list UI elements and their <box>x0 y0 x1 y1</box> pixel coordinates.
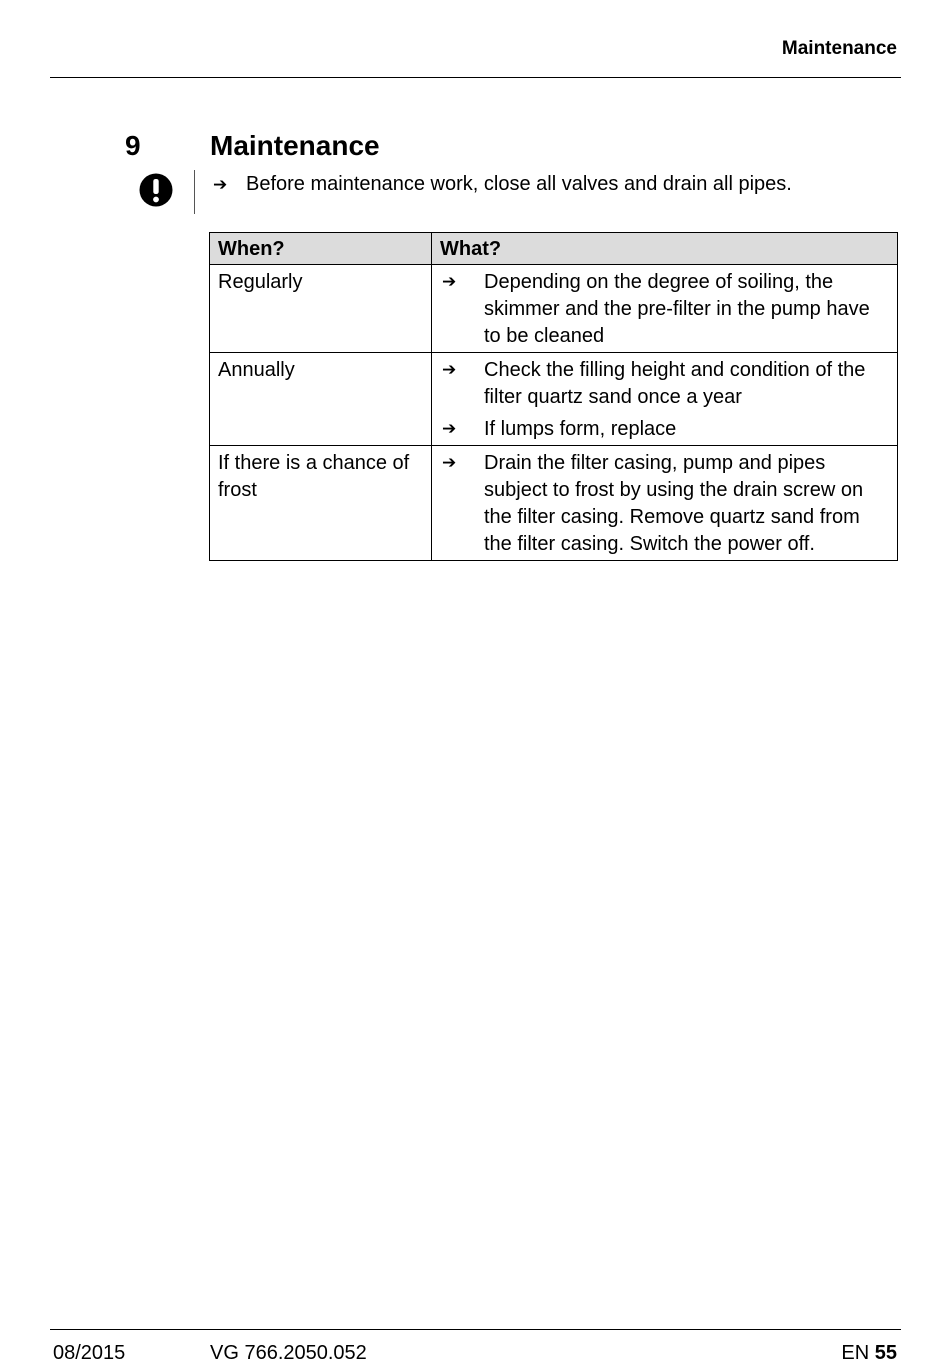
table-row <box>210 353 898 446</box>
arrow-right-icon: ➔ <box>442 453 457 473</box>
notice-line <box>213 173 792 196</box>
list-item <box>440 357 889 411</box>
table-row <box>210 265 898 353</box>
header-what: What? <box>432 233 898 265</box>
arrow-right-icon: ➔ <box>442 419 457 439</box>
cell-what <box>432 353 898 446</box>
list-item-text: Depending on the degree of soiling, the skimmer and the pre-filter in the pump have to be cleaned <box>484 271 870 347</box>
arrow-right-icon: ➔ <box>442 360 457 380</box>
footer-language: EN <box>841 1342 870 1364</box>
section-number: 9 <box>125 130 141 161</box>
cell-when: Annually <box>210 353 432 446</box>
running-header-title: Maintenance <box>781 38 897 59</box>
list-item-text: If lumps form, replace <box>484 418 677 440</box>
list-item-text: Drain the filter casing, pump and pipes subject to frost by using the drain screw on the filter casing. Remove quartz sand from the filter casing. Switch the power off. <box>484 452 864 555</box>
footer-divider <box>50 1329 901 1330</box>
table-row <box>210 446 898 561</box>
footer-page-number: 55 <box>874 1342 897 1364</box>
notice-text: Before maintenance work, close all valves and drain all pipes. <box>246 173 792 195</box>
list-item <box>440 450 889 558</box>
arrow-right-icon: ➔ <box>442 272 457 292</box>
header-when: When? <box>210 233 432 265</box>
cell-what <box>432 265 898 353</box>
list-item <box>440 416 889 443</box>
cell-when: Regularly <box>210 265 432 353</box>
table-header-row <box>210 233 898 265</box>
list-item-text: Check the filling height and condition of the filter quartz sand once a year <box>484 359 866 408</box>
arrow-right-icon: ➔ <box>213 175 228 195</box>
footer-page-label <box>841 1342 897 1365</box>
cell-when: If there is a chance of frost <box>210 446 432 561</box>
cell-what <box>432 446 898 561</box>
maintenance-table <box>209 232 898 561</box>
exclamation-icon <box>139 173 173 207</box>
header-divider <box>50 77 901 78</box>
section-title: Maintenance <box>210 130 380 161</box>
notice-divider <box>194 170 195 214</box>
footer-doc-number: VG 766.2050.052 <box>210 1342 367 1364</box>
footer-date: 08/2015 <box>53 1342 126 1364</box>
list-item <box>440 269 889 350</box>
